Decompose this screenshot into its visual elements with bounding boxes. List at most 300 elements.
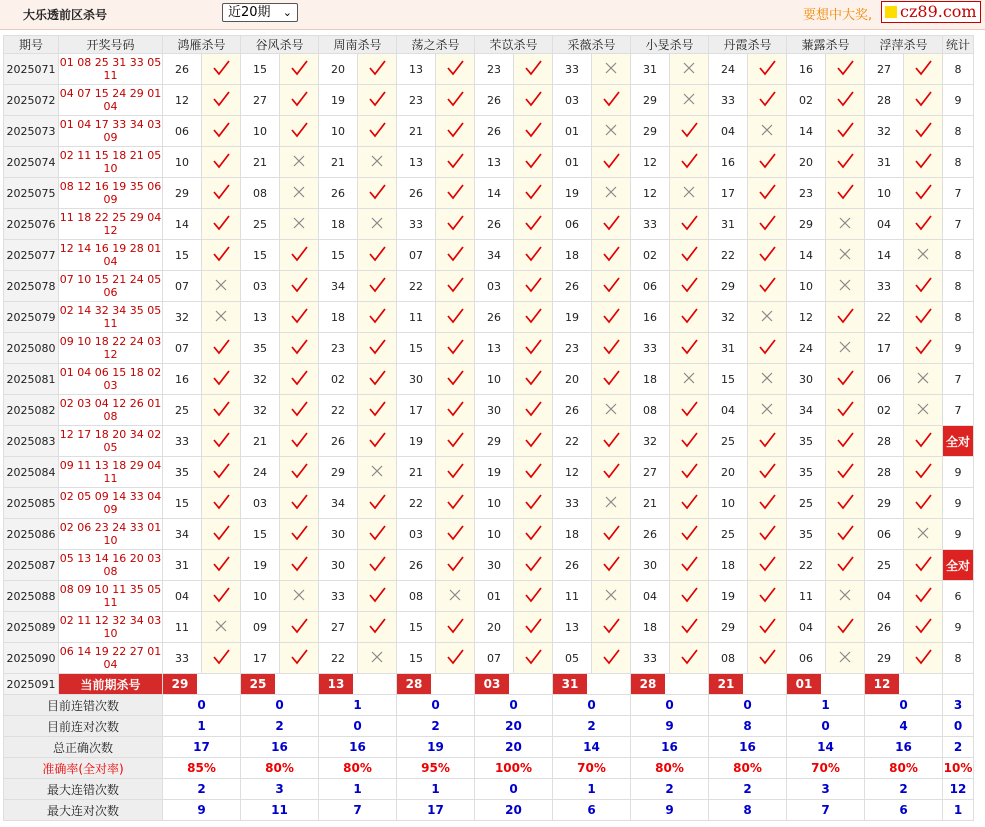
kill-number: 15 [241, 54, 280, 85]
kill-number: 10 [163, 147, 202, 178]
kill-number: 19 [397, 426, 436, 457]
table-row [4, 178, 974, 209]
check-icon [202, 395, 241, 426]
summary-value: 2 [865, 779, 943, 800]
table-row [4, 488, 974, 519]
current-kill-tag: 25 [241, 674, 275, 694]
cross-icon [748, 395, 787, 426]
cross-icon [202, 271, 241, 302]
draw-numbers: 02 03 04 12 26 01 08 [59, 395, 163, 426]
table-row [4, 457, 974, 488]
kill-number: 14 [787, 116, 826, 147]
current-kill-number [787, 674, 865, 695]
current-kill-number [397, 674, 475, 695]
check-icon [748, 147, 787, 178]
summary-value: 16 [709, 737, 787, 758]
kill-number: 16 [631, 302, 670, 333]
kill-number: 31 [163, 550, 202, 581]
kill-number: 10 [475, 488, 514, 519]
check-icon [904, 209, 943, 240]
check-icon [514, 178, 553, 209]
kill-number: 30 [319, 550, 358, 581]
row-stat: 9 [943, 457, 974, 488]
summary-value: 0 [241, 695, 319, 716]
column-header-expert: 采薇杀号 [553, 36, 631, 54]
kill-number: 10 [241, 116, 280, 147]
period-number: 2025073 [4, 116, 59, 147]
kill-number: 29 [319, 457, 358, 488]
table-row [4, 426, 974, 457]
kill-number: 04 [865, 209, 904, 240]
current-stat [943, 674, 974, 695]
kill-number: 26 [475, 85, 514, 116]
promo-text[interactable]: 要想中大奖, [803, 8, 873, 23]
kill-number: 18 [709, 550, 748, 581]
kill-number: 20 [553, 364, 592, 395]
brand-text: cz89.com [900, 2, 977, 21]
check-icon [904, 302, 943, 333]
column-header-expert: 小旻杀号 [631, 36, 709, 54]
cross-icon [826, 240, 865, 271]
kill-number: 04 [787, 612, 826, 643]
period-number: 2025082 [4, 395, 59, 426]
kill-number: 32 [163, 302, 202, 333]
check-icon [670, 581, 709, 612]
check-icon [436, 178, 475, 209]
kill-number: 25 [709, 426, 748, 457]
summary-value: 80% [709, 758, 787, 779]
check-icon [514, 209, 553, 240]
kill-number: 22 [397, 271, 436, 302]
current-kill-tag: 21 [709, 674, 743, 694]
cross-icon [904, 240, 943, 271]
check-icon [904, 612, 943, 643]
kill-number: 03 [553, 85, 592, 116]
summary-value: 1 [319, 695, 397, 716]
kill-number: 26 [319, 426, 358, 457]
check-icon [202, 581, 241, 612]
kill-number: 14 [163, 209, 202, 240]
row-stat: 6 [943, 581, 974, 612]
table-row [4, 209, 974, 240]
current-kill-tag: 28 [397, 674, 431, 694]
check-icon [436, 612, 475, 643]
cross-icon [280, 147, 319, 178]
kill-number: 22 [787, 550, 826, 581]
kill-number: 06 [865, 519, 904, 550]
kill-number: 20 [787, 147, 826, 178]
kill-number: 30 [397, 364, 436, 395]
kill-number: 17 [397, 395, 436, 426]
kill-number: 13 [475, 147, 514, 178]
current-kill-tag: 01 [787, 674, 821, 694]
row-stat: 8 [943, 240, 974, 271]
table-row [4, 333, 974, 364]
check-icon [826, 488, 865, 519]
check-icon [670, 240, 709, 271]
draw-numbers: 02 14 32 34 35 05 11 [59, 302, 163, 333]
current-period-row [4, 674, 974, 695]
cross-icon [826, 643, 865, 674]
summary-stat: 0 [943, 716, 974, 737]
check-icon [202, 240, 241, 271]
kill-number: 31 [631, 54, 670, 85]
summary-value: 20 [475, 716, 553, 737]
kill-number: 18 [553, 240, 592, 271]
column-header-expert: 浮萍杀号 [865, 36, 943, 54]
draw-numbers: 02 11 15 18 21 05 10 [59, 147, 163, 178]
check-icon [514, 488, 553, 519]
kill-number: 11 [163, 612, 202, 643]
check-icon [436, 395, 475, 426]
check-icon [826, 364, 865, 395]
check-icon [670, 333, 709, 364]
check-icon [280, 612, 319, 643]
check-icon [592, 147, 631, 178]
summary-row [4, 716, 974, 737]
summary-value: 2 [163, 779, 241, 800]
kill-number: 08 [397, 581, 436, 612]
row-stat: 8 [943, 54, 974, 85]
check-icon [748, 581, 787, 612]
kill-number: 12 [163, 85, 202, 116]
cross-icon [436, 581, 475, 612]
summary-value: 100% [475, 758, 553, 779]
kill-number: 26 [475, 302, 514, 333]
check-icon [358, 581, 397, 612]
summary-row [4, 779, 974, 800]
check-icon [436, 643, 475, 674]
kill-number: 33 [631, 333, 670, 364]
table-row [4, 54, 974, 85]
check-icon [826, 85, 865, 116]
summary-value: 80% [865, 758, 943, 779]
kill-number: 28 [865, 426, 904, 457]
kill-number: 13 [475, 333, 514, 364]
check-icon [514, 302, 553, 333]
kill-number: 13 [553, 612, 592, 643]
check-icon [358, 240, 397, 271]
kill-number: 26 [631, 519, 670, 550]
check-icon [592, 457, 631, 488]
current-kill-number [163, 674, 241, 695]
check-icon [670, 612, 709, 643]
summary-value: 0 [163, 695, 241, 716]
period-number: 2025078 [4, 271, 59, 302]
kill-number: 24 [709, 54, 748, 85]
check-icon [748, 550, 787, 581]
kill-number: 29 [709, 271, 748, 302]
summary-value: 6 [553, 800, 631, 821]
table-row [4, 364, 974, 395]
kill-number: 21 [241, 426, 280, 457]
kill-number: 10 [865, 178, 904, 209]
summary-value: 8 [709, 716, 787, 737]
kill-number: 10 [319, 116, 358, 147]
summary-value: 0 [397, 695, 475, 716]
kill-number: 15 [163, 240, 202, 271]
draw-numbers: 09 10 18 22 24 03 12 [59, 333, 163, 364]
column-header-expert: 荡之杀号 [397, 36, 475, 54]
kill-number: 22 [865, 302, 904, 333]
kill-number: 03 [397, 519, 436, 550]
check-icon [280, 333, 319, 364]
kill-number: 33 [553, 54, 592, 85]
check-icon [358, 550, 397, 581]
check-icon [202, 643, 241, 674]
check-icon [904, 488, 943, 519]
summary-value: 0 [709, 695, 787, 716]
check-icon [592, 519, 631, 550]
summary-row [4, 758, 974, 779]
row-stat: 9 [943, 519, 974, 550]
kill-number: 15 [397, 612, 436, 643]
kill-number: 09 [241, 612, 280, 643]
check-icon [592, 271, 631, 302]
kill-number: 07 [475, 643, 514, 674]
summary-value: 70% [787, 758, 865, 779]
current-kill-number [709, 674, 787, 695]
row-stat: 9 [943, 612, 974, 643]
kill-number: 25 [709, 519, 748, 550]
kill-number: 32 [241, 364, 280, 395]
check-icon [748, 178, 787, 209]
draw-numbers: 01 04 06 15 18 02 03 [59, 364, 163, 395]
kill-number: 03 [241, 271, 280, 302]
summary-value: 95% [397, 758, 475, 779]
kill-number: 17 [865, 333, 904, 364]
draw-numbers: 01 04 17 33 34 03 09 [59, 116, 163, 147]
kill-number: 23 [319, 333, 358, 364]
table-row [4, 147, 974, 178]
check-icon [358, 271, 397, 302]
kill-number: 16 [787, 54, 826, 85]
kill-number: 02 [865, 395, 904, 426]
kill-number: 06 [631, 271, 670, 302]
summary-label: 目前连对次数 [4, 716, 163, 737]
kill-number: 08 [241, 178, 280, 209]
current-period-label: 当前期杀号 [59, 674, 163, 695]
kill-number: 11 [787, 581, 826, 612]
check-icon [670, 209, 709, 240]
kill-number: 10 [709, 488, 748, 519]
kill-number: 35 [787, 457, 826, 488]
check-icon [904, 54, 943, 85]
kill-number: 17 [709, 178, 748, 209]
check-icon [202, 116, 241, 147]
kill-number: 24 [787, 333, 826, 364]
row-stat: 8 [943, 116, 974, 147]
check-icon [280, 550, 319, 581]
check-icon [280, 457, 319, 488]
summary-value: 16 [865, 737, 943, 758]
cross-icon [748, 302, 787, 333]
summary-value: 6 [865, 800, 943, 821]
kill-number: 26 [865, 612, 904, 643]
cross-icon [358, 209, 397, 240]
kill-number: 29 [787, 209, 826, 240]
period-number: 2025090 [4, 643, 59, 674]
kill-number: 34 [319, 488, 358, 519]
check-icon [670, 271, 709, 302]
kill-number: 24 [241, 457, 280, 488]
kill-number: 29 [163, 178, 202, 209]
column-header-expert: 鸿雁杀号 [163, 36, 241, 54]
check-icon [826, 54, 865, 85]
row-stat: 7 [943, 395, 974, 426]
kill-number: 19 [319, 85, 358, 116]
row-stat: 8 [943, 302, 974, 333]
summary-value: 3 [241, 779, 319, 800]
kill-number: 07 [163, 333, 202, 364]
check-icon [670, 116, 709, 147]
check-icon [436, 54, 475, 85]
kill-number: 23 [475, 54, 514, 85]
check-icon [436, 488, 475, 519]
row-stat: 8 [943, 643, 974, 674]
summary-value: 4 [865, 716, 943, 737]
check-icon [592, 240, 631, 271]
kill-number: 23 [787, 178, 826, 209]
check-icon [202, 457, 241, 488]
table-row [4, 116, 974, 147]
check-icon [280, 54, 319, 85]
check-icon [280, 271, 319, 302]
draw-numbers: 06 14 19 22 27 01 04 [59, 643, 163, 674]
summary-value: 2 [709, 779, 787, 800]
column-header-stats: 统计 [943, 36, 974, 54]
check-icon [826, 395, 865, 426]
check-icon [670, 426, 709, 457]
check-icon [826, 302, 865, 333]
check-icon [748, 643, 787, 674]
kill-number: 18 [553, 519, 592, 550]
kill-number: 04 [631, 581, 670, 612]
summary-label: 最大连错次数 [4, 779, 163, 800]
check-icon [826, 550, 865, 581]
kill-number: 26 [397, 550, 436, 581]
kill-number: 33 [709, 85, 748, 116]
kill-number: 35 [787, 426, 826, 457]
cross-icon [826, 209, 865, 240]
period-number: 2025074 [4, 147, 59, 178]
summary-row [4, 737, 974, 758]
period-number: 2025081 [4, 364, 59, 395]
check-icon [904, 550, 943, 581]
check-icon [514, 550, 553, 581]
cross-icon [592, 581, 631, 612]
draw-numbers: 07 10 15 21 24 05 06 [59, 271, 163, 302]
cross-icon [670, 85, 709, 116]
period-select[interactable] [222, 3, 298, 22]
check-icon [436, 116, 475, 147]
summary-value: 2 [553, 716, 631, 737]
brand-link[interactable] [881, 1, 981, 23]
cross-icon [904, 395, 943, 426]
kill-number: 25 [787, 488, 826, 519]
check-icon [592, 302, 631, 333]
summary-label: 准确率(全对率) [4, 758, 163, 779]
draw-numbers: 11 18 22 25 29 04 12 [59, 209, 163, 240]
kill-number: 02 [787, 85, 826, 116]
current-kill-number [319, 674, 397, 695]
check-icon [826, 147, 865, 178]
current-kill-tag: 29 [163, 674, 197, 694]
check-icon [670, 302, 709, 333]
table-row [4, 85, 974, 116]
summary-stat: 3 [943, 695, 974, 716]
check-icon [592, 426, 631, 457]
kill-number: 06 [787, 643, 826, 674]
kill-number: 18 [631, 364, 670, 395]
kill-number: 14 [475, 178, 514, 209]
page-title: 大乐透前区杀号 [23, 8, 108, 22]
row-stat: 9 [943, 333, 974, 364]
summary-value: 16 [241, 737, 319, 758]
kill-number: 32 [865, 116, 904, 147]
kill-number: 29 [865, 643, 904, 674]
table-row [4, 581, 974, 612]
kill-number: 28 [865, 85, 904, 116]
kill-number: 33 [163, 643, 202, 674]
check-icon [202, 550, 241, 581]
kill-number: 26 [475, 116, 514, 147]
kill-number: 21 [397, 457, 436, 488]
check-icon [280, 395, 319, 426]
cross-icon [826, 581, 865, 612]
kill-number: 21 [397, 116, 436, 147]
check-icon [358, 178, 397, 209]
kill-number: 25 [163, 395, 202, 426]
period-select-value: 近20期 [228, 5, 271, 20]
current-kill-tag: 13 [319, 674, 353, 694]
kill-number: 06 [553, 209, 592, 240]
check-icon [748, 240, 787, 271]
kill-number: 16 [709, 147, 748, 178]
check-icon [748, 488, 787, 519]
check-icon [514, 612, 553, 643]
kill-number: 10 [475, 364, 514, 395]
check-icon [514, 426, 553, 457]
check-icon [202, 54, 241, 85]
kill-number: 33 [397, 209, 436, 240]
check-icon [280, 519, 319, 550]
check-icon [826, 519, 865, 550]
column-header-numbers: 开奖号码 [59, 36, 163, 54]
check-icon [280, 85, 319, 116]
check-icon [826, 457, 865, 488]
check-icon [514, 85, 553, 116]
kill-number: 12 [631, 147, 670, 178]
kill-number: 26 [319, 178, 358, 209]
check-icon [514, 147, 553, 178]
kill-number: 13 [397, 54, 436, 85]
cross-icon [670, 364, 709, 395]
kill-number: 13 [397, 147, 436, 178]
period-number: 2025085 [4, 488, 59, 519]
period-number: 2025079 [4, 302, 59, 333]
period-number: 2025084 [4, 457, 59, 488]
kill-number: 15 [163, 488, 202, 519]
current-kill-tag: 28 [631, 674, 665, 694]
kill-number: 10 [241, 581, 280, 612]
kill-number: 10 [475, 519, 514, 550]
check-icon [904, 147, 943, 178]
draw-numbers: 02 06 23 24 33 01 10 [59, 519, 163, 550]
period-number: 2025088 [4, 581, 59, 612]
kill-number: 01 [553, 147, 592, 178]
kill-number: 33 [865, 271, 904, 302]
